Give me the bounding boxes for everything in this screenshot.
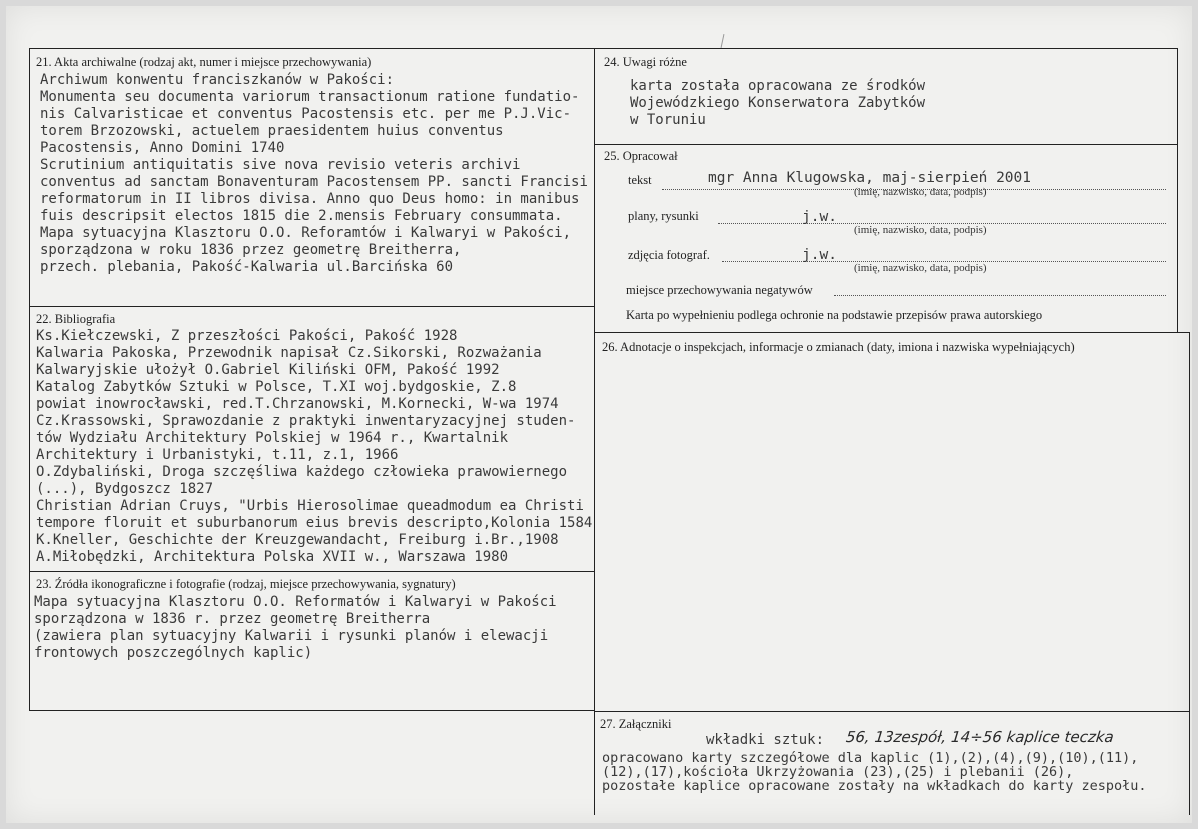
zdjecia-label: zdjęcia fotograf.	[628, 248, 710, 262]
tekst-hint: (imię, nazwisko, data, podpis)	[854, 186, 987, 198]
copyright-note: Karta po wypełnieniu podlega ochronie na podstawie przepisów prawa autorskiego	[626, 308, 1043, 322]
tekst-label: tekst	[628, 173, 652, 187]
section-27-label: 27. Załączniki	[600, 717, 672, 731]
text-line: K.Kneller, Geschichte der Kreuzgewandacht, Freiburg i.Br.,1908	[36, 532, 559, 548]
text-line: Christian Adrian Cruys, "Urbis Hierosolimae queadmodum ea Christi	[36, 498, 584, 514]
text-line: (...), Bydgoszcz 1827	[36, 481, 214, 497]
text-line: O.Zdybaliński, Droga szczęśliwa każdego człowieka prawowiernego	[36, 464, 568, 480]
section-24-label: 24. Uwagi różne	[604, 55, 687, 69]
negatywy-line	[834, 295, 1166, 296]
zdjecia-hint: (imię, nazwisko, data, podpis)	[854, 262, 987, 274]
text-line: Ks.Kiełczewski, Z przeszłości Pakości, Pakość 1928	[36, 328, 458, 344]
text-line: Kalwaryjskie ułożył O.Gabriel Kiliński OFM, Pakość 1992	[36, 362, 500, 378]
text-line: frontowych poszczególnych kaplic)	[34, 645, 313, 661]
text-line: fuis descripsit electos 1815 die 2.mensis February consummata.	[40, 208, 563, 224]
negatywy-label: miejsce przechowywania negatywów	[626, 283, 813, 297]
text-line: (zawiera plan sytuacyjny Kalwarii i rysunki planów i elewacji	[34, 628, 549, 644]
attachments-count-label: wkładki sztuk:	[706, 732, 825, 748]
text-line: (12),(17),kościoła Ukrzyżowania (23),(25) i plebanii (26),	[602, 764, 1074, 780]
text-line: tów Wydziału Architektury Polskiej w 1964 r., Kwartalnik	[36, 430, 509, 446]
section-25-label: 25. Opracował	[604, 149, 678, 163]
text-line: Wojewódzkiego Konserwatora Zabytków	[630, 95, 926, 111]
pencil-mark	[721, 34, 725, 48]
section-26-box	[594, 332, 1190, 712]
text-line: Mapa sytuacyjna Klasztoru O.O. Reforamtów i Kalwaryi w Pakości,	[40, 225, 572, 241]
text-line: Monumenta seu documenta variorum transactionum ratione fundatio-	[40, 89, 580, 105]
text-line: nis Calvaristicae et conventus Pacostensis etc. per me P.J.Vic-	[40, 106, 572, 122]
record-card-sheet	[6, 6, 1192, 823]
text-line: Katalog Zabytków Sztuki w Polsce, T.XI woj.bydgoskie, Z.8	[36, 379, 517, 395]
text-line: sporządzona w 1836 r. przez geometrę Breitherra	[34, 611, 431, 627]
section-22-label: 22. Bibliografia	[36, 312, 116, 326]
text-line: Mapa sytuacyjna Klasztoru O.O. Reformatów i Kalwaryi w Pakości	[34, 594, 557, 610]
section-26-label: 26. Adnotacje o inspekcjach, informacje o zmianach (daty, imiona i nazwiska wypełniających)	[602, 340, 1075, 354]
text-line: opracowano karty szczegółowe dla kaplic (1),(2),(4),(9),(10),(11),	[602, 750, 1139, 766]
section-23-label: 23. Źródła ikonograficzne i fotografie (rodzaj, miejsce przechowywania, sygnatury)	[36, 577, 456, 591]
text-line: tempore floruit et suburbanorum eius brevis descripto,Kolonia 1584	[36, 515, 593, 531]
text-line: powiat inowrocławski, red.T.Chrzanowski, M.Kornecki, W-wa 1974	[36, 396, 559, 412]
tekst-value: mgr Anna Klugowska, maj-sierpień 2001	[708, 170, 1032, 186]
text-line: Cz.Krassowski, Sprawozdanie z praktyki inwentaryzacyjnej studen-	[36, 413, 576, 429]
text-line: Archiwum konwentu franciszkanów w Pakości:	[40, 72, 395, 88]
text-line: conventus ad sanctam Bonaventuram Pacostensem PP. sancti Francisi	[40, 174, 588, 190]
zdjecia-value: j.w.	[802, 247, 837, 263]
text-line: A.Miłobędzki, Architektura Polska XVII w., Warszawa 1980	[36, 549, 509, 565]
handwritten-attachments: 56, 13zespół, 14÷56 kaplice teczka	[845, 728, 1115, 746]
text-line: Kalwaria Pakoska, Przewodnik napisał Cz.Sikorski, Rozważania	[36, 345, 542, 361]
section-21-label: 21. Akta archiwalne (rodzaj akt, numer i miejsce przechowywania)	[36, 55, 372, 69]
text-line: w Toruniu	[630, 112, 706, 128]
text-line: Pacostensis, Anno Domini 1740	[40, 140, 285, 156]
plany-value: j.w.	[802, 209, 837, 225]
plany-hint: (imię, nazwisko, data, podpis)	[854, 224, 987, 236]
text-line: torem Brzozowski, actuelem praesidentem huius conventus	[40, 123, 504, 139]
plany-label: plany, rysunki	[628, 209, 699, 223]
text-line: Architektury i Urbanistyki, t.11, z.1, 1966	[36, 447, 399, 463]
text-line: przech. plebania, Pakość-Kalwaria ul.Barcińska 60	[40, 259, 454, 275]
text-line: reformatorum in II libros divisa. Anno quo Deus homo: in manibus	[40, 191, 580, 207]
text-line: Scrutinium antiquitatis sive nova revisio veteris archivi	[40, 157, 521, 173]
text-line: sporządzona w roku 1836 przez geometrę Breitherra,	[40, 242, 462, 258]
text-line: pozostałe kaplice opracowane zostały na wkładkach do karty zespołu.	[602, 778, 1147, 794]
text-line: karta została opracowana ze środków	[630, 78, 926, 94]
